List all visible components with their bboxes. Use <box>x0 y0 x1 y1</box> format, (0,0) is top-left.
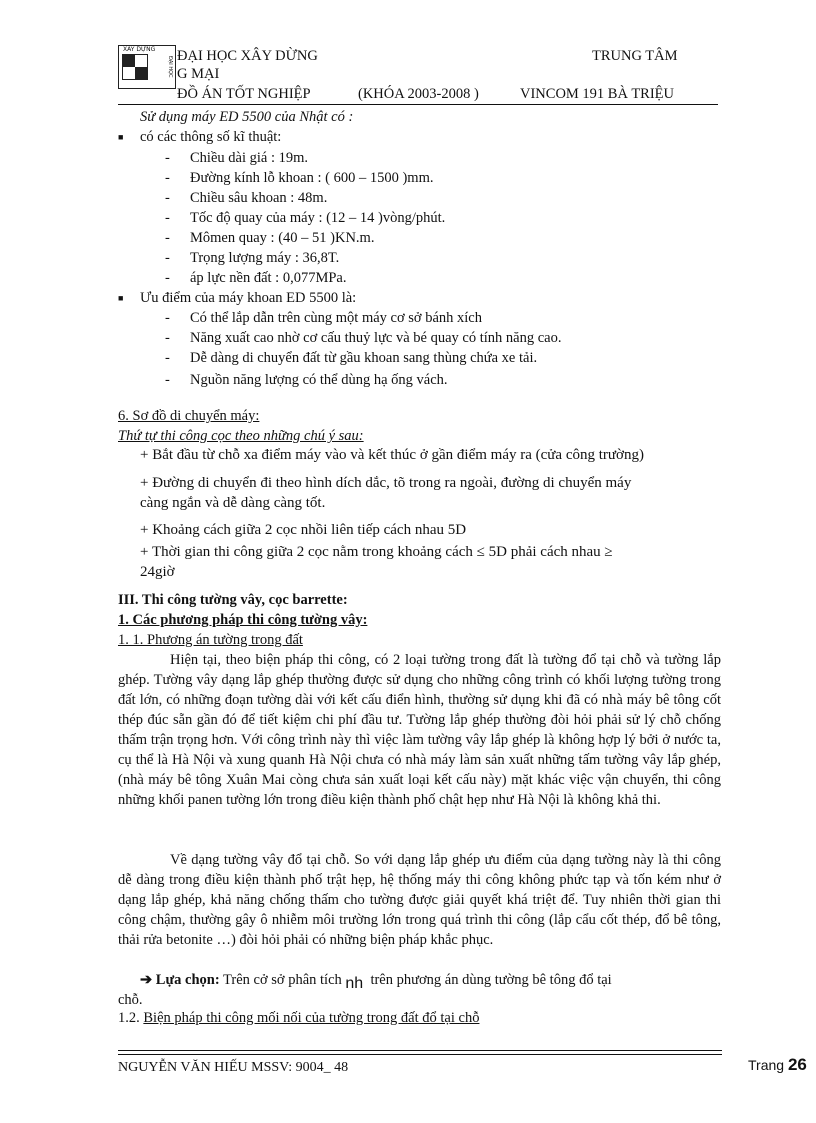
footer-rule <box>118 1050 722 1051</box>
header-thesis: ĐỒ ÁN TỐT NGHIỆP <box>177 86 311 102</box>
square-bullet-icon: ■ <box>118 132 124 142</box>
advantages-heading: Ưu điểm của máy khoan ED 5500 là: <box>140 290 357 306</box>
header-rule <box>118 104 718 105</box>
footer-rule <box>118 1054 722 1055</box>
section3-title: III. Thi công tường vây, cọc barrette: <box>118 592 348 608</box>
dash-bullet-icon: - <box>165 310 170 326</box>
header-project: VINCOM 191 BÀ TRIỆU <box>520 86 674 102</box>
footer-author: NGUYỄN VĂN HIẾU MSSV: 9004_ 48 <box>118 1060 349 1075</box>
spec-item: Tốc độ quay của máy : (12 – 14 )vòng/phút. <box>190 210 446 226</box>
arrow-right-icon: ➔ <box>140 972 153 988</box>
order-item: + Đường di chuyển đi theo hình dích dắc, tõ trong ra ngoài, đường di chuyển máy <box>140 475 632 491</box>
dash-bullet-icon: - <box>165 230 170 246</box>
order-item-cont: càng ngắn và dễ dàng càng tốt. <box>140 495 326 511</box>
advantage-item: Năng xuất cao nhờ cơ cấu thuỷ lực và bé quay có tính năng cao. <box>190 330 562 346</box>
choice-line <box>140 970 612 990</box>
dash-bullet-icon: - <box>165 190 170 206</box>
paragraph-precast-vs-cast: Hiện tại, theo biện pháp thi công, có 2 loại tường trong đất là tường đổ tại chỗ và tường lắp ghép. Tường vây dạng lắp ghép thường được sử dụng cho những công trình có khối lượng tường trong đất lớn, có những đoạn tường dài với kết cấu điển hình, thường sử dụng khi đã có nhà máy bê tông cốt thép đúc sẵn gần đó để tiết kiệm chi phí đầu tư. Tường lắp ghép thường đòi hỏi phải sử lý chỗ chống thấm trận trọng hơn. Với công trình này thì việc làm tường vây lắp ghép là không hợp lý bởi ở nước ta, cụ thể là Hà Nội và xung quanh Hà Nội chưa có nhà máy làm sản xuất những tấm tường vây lắp ghép, (nhà máy bê tông Xuân Mai còng chưa sản xuất loại kết cấu này) mặt khác việc vận chuyển, thi công những khối panen tường lớn trong điều kiện thành phố chật hẹp như Hà Nội là không khả thi. <box>118 652 721 808</box>
section6-subtitle: Thứ tự thi công cọc theo những chú ý sau: <box>118 428 364 444</box>
order-item: + Khoảng cách giữa 2 cọc nhồi liên tiếp cách nhau 5D <box>140 522 467 538</box>
choice-label: Lựa chọn: <box>155 972 220 988</box>
choice-line-cont: chỗ. <box>118 992 143 1008</box>
advantage-item: Có thể lắp dẫn trên cùng một máy cơ sở bánh xích <box>190 310 482 326</box>
section3-sub1: 1. Các phương pháp thi công tường vây: <box>118 612 368 628</box>
header-center: TRUNG TÂM <box>592 48 678 64</box>
header-university: ĐẠI HỌC XÂY DỪNG <box>177 48 318 64</box>
choice-text: Trên cở sở phân tích <box>223 972 342 988</box>
page-number-value: 26 <box>787 1055 807 1074</box>
dash-bullet-icon: - <box>165 150 170 166</box>
section3-sub11: 1. 1. Phương án tường trong đất <box>118 632 303 648</box>
order-item: + Thời gian thi công giữa 2 cọc nằm trong khoảng cách ≤ 5D phải cách nhau ≥ <box>140 544 613 560</box>
choice-stray-text: nh <box>345 975 364 992</box>
header-course: (KHÓA 2003-2008 ) <box>358 86 479 102</box>
section6-title: 6. Sơ đồ di chuyển máy: <box>118 408 260 424</box>
dash-bullet-icon: - <box>165 210 170 226</box>
dash-bullet-icon: - <box>165 250 170 266</box>
logo-emblem-icon <box>122 54 148 80</box>
logo-text: XÂY DỰNG <box>123 46 156 53</box>
header-line2: G MẠI <box>177 66 220 82</box>
dash-bullet-icon: - <box>165 372 170 388</box>
section3-sub12 <box>118 1008 479 1028</box>
dash-bullet-icon: - <box>165 170 170 186</box>
choice-text-rest: trên phương án dùng tường bê tông đổ tại <box>370 972 612 988</box>
page-label-text: Trang <box>748 1057 785 1073</box>
spec-item: Chiều sâu khoan : 48m. <box>190 190 328 206</box>
order-item: + Bắt đầu từ chỗ xa điểm máy vào và kết thúc ở gần điểm máy ra (cửa công trường) <box>140 447 644 463</box>
order-item-cont: 24giờ <box>140 564 175 580</box>
spec-item: Mômen quay : (40 – 51 )KN.m. <box>190 230 375 246</box>
spec-item: Chiều dài giá : 19m. <box>190 150 308 166</box>
advantage-item: Dễ dàng di chuyển đất từ gầu khoan sang thùng chứa xe tải. <box>190 350 538 366</box>
machine-title: Sử dụng máy ED 5500 của Nhật có : <box>140 109 354 125</box>
logo-side-text: ĐẠI HỌC <box>167 56 173 78</box>
dash-bullet-icon: - <box>165 330 170 346</box>
advantage-item: Nguồn năng lượng có thể dùng hạ ống vách. <box>190 372 448 388</box>
university-logo <box>118 45 176 89</box>
spec-item: Trọng lượng máy : 36,8T. <box>190 250 340 266</box>
sub12-title: Biện pháp thi công mối nối của tường trong đất đổ tại chỗ <box>143 1010 480 1026</box>
dash-bullet-icon: - <box>165 350 170 366</box>
sub12-number: 1.2. <box>118 1010 140 1026</box>
page-number <box>748 1055 807 1075</box>
dash-bullet-icon: - <box>165 270 170 286</box>
spec-item: Đường kính lỗ khoan : ( 600 – 1500 )mm. <box>190 170 434 186</box>
specs-heading: có các thông số kĩ thuật: <box>140 129 282 145</box>
paragraph-cast-in-place: Về dạng tường vây đổ tại chỗ. So với dạng lắp ghép ưu điểm của dạng tường này là thi công dễ dàng trong điều kiện thành phố trật hẹp, hệ thống máy thi công không phức tạp và tốn kém như ở dạng lắp ghép, khả năng chống thấm cho tường được giải quyết khá triệt để. Tuy nhiên thời gian thi công chậm, thường gây ô nhiễm môi trường lớn trong quá trình thi công (lắp cẩu cốt thép, đổ bê tông, thải rửa betonite …) đòi hỏi phải có những biện pháp khắc phục. <box>118 852 721 948</box>
spec-item: áp lực nền đất : 0,077MPa. <box>190 270 347 286</box>
square-bullet-icon: ■ <box>118 293 124 303</box>
